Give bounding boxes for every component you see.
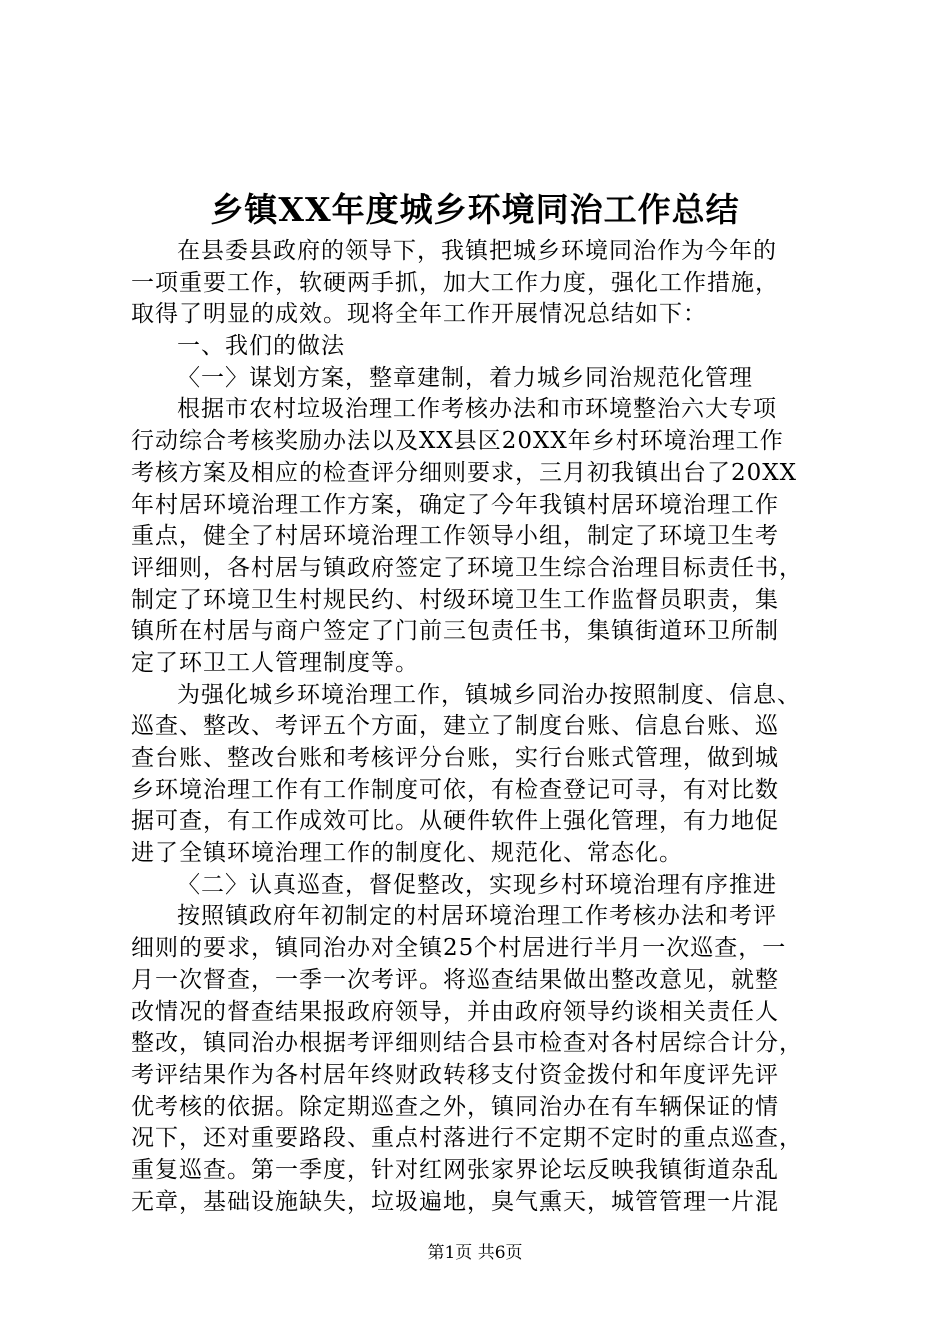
paragraph-line: 细则的要求，镇同治办对全镇25个村居进行半月一次巡查，一 <box>131 935 787 962</box>
paragraph-line: 一项重要工作，软硬两手抓，加大工作力度，强化工作措施， <box>131 269 779 296</box>
paragraph-line: 行动综合考核奖励办法以及XX县区20XX年乡村环境治理工作 <box>131 428 784 455</box>
paragraph-line: 定了环卫工人管理制度等。 <box>131 649 419 676</box>
paragraph-line: 月一次督查，一季一次考评。将巡查结果做出整改意见，就整 <box>131 966 779 993</box>
paragraph-line: 根据市农村垃圾治理工作考核办法和市环境整治六大专项 <box>177 396 777 423</box>
paragraph-line: 年村居环境治理工作方案，确定了今年我镇村居环境治理工作 <box>131 491 779 518</box>
page-footer: 第1页 共6页 <box>427 1243 523 1263</box>
paragraph-line: 镇所在村居与商户签定了门前三包责任书，集镇街道环卫所制 <box>131 618 779 645</box>
paragraph-line: 整改，镇同治办根据考评细则结合县市检查对各村居综合计分， <box>131 1030 803 1057</box>
paragraph-line: 重点，健全了村居环境治理工作领导小组，制定了环境卫生考 <box>131 523 779 550</box>
paragraph-line: 查台账、整改台账和考核评分台账，实行台账式管理，做到城 <box>131 745 779 771</box>
paragraph-line: 为强化城乡环境治理工作，镇城乡同治办按照制度、信息、 <box>177 681 801 708</box>
paragraph-line: 无章，基础设施缺失，垃圾遍地，臭气熏天，城管管理一片混 <box>131 1188 779 1215</box>
paragraph-line: 按照镇政府年初制定的村居环境治理工作考核办法和考评 <box>177 903 777 930</box>
document-title: 乡镇XX年度城乡环境同治工作总结 <box>210 190 740 229</box>
paragraph-line: 优考核的依据。除定期巡查之外，镇同治办在有车辆保证的情 <box>131 1093 779 1120</box>
paragraph-line: 进了全镇环境治理工作的制度化、规范化、常态化。 <box>131 840 683 867</box>
paragraph-line: 据可查，有工作成效可比。从硬件软件上强化管理，有力地促 <box>131 808 779 835</box>
document-body <box>131 236 851 1218</box>
paragraph-line: 考评结果作为各村居年终财政转移支付资金拨付和年度评先评 <box>131 1061 779 1088</box>
paragraph-line: 重复巡查。第一季度，针对红网张家界论坛反映我镇街道杂乱 <box>131 1156 779 1183</box>
paragraph-line: 制定了环境卫生村规民约、村级环境卫生工作监督员职责，集 <box>131 586 779 613</box>
section-heading: 一、我们的做法 <box>177 333 345 360</box>
paragraph-line: 考核方案及相应的检查评分细则要求，三月初我镇出台了20XX <box>131 459 798 486</box>
paragraph-line: 评细则，各村居与镇政府签定了环境卫生综合治理目标责任书， <box>131 554 803 581</box>
paragraph-line: 巡查、整改、考评五个方面，建立了制度台账、信息台账、巡 <box>131 713 779 740</box>
paragraph-line: 取得了明显的成效。现将全年工作开展情况总结如下： <box>131 301 707 328</box>
subsection-heading: 〈二〉认真巡查，督促整改，实现乡村环境治理有序推进 <box>177 871 777 898</box>
paragraph-line: 在县委县政府的领导下，我镇把城乡环境同治作为今年的 <box>177 238 777 264</box>
paragraph-line: 改情况的督查结果报政府领导，并由政府领导约谈相关责任人 <box>131 998 779 1025</box>
subsection-heading: 〈一〉谋划方案，整章建制，着力城乡同治规范化管理 <box>177 364 753 391</box>
paragraph-line: 况下，还对重要路段、重点村落进行不定期不定时的重点巡查， <box>131 1125 803 1152</box>
paragraph-line: 乡环境治理工作有工作制度可依，有检查登记可寻，有对比数 <box>131 776 779 803</box>
